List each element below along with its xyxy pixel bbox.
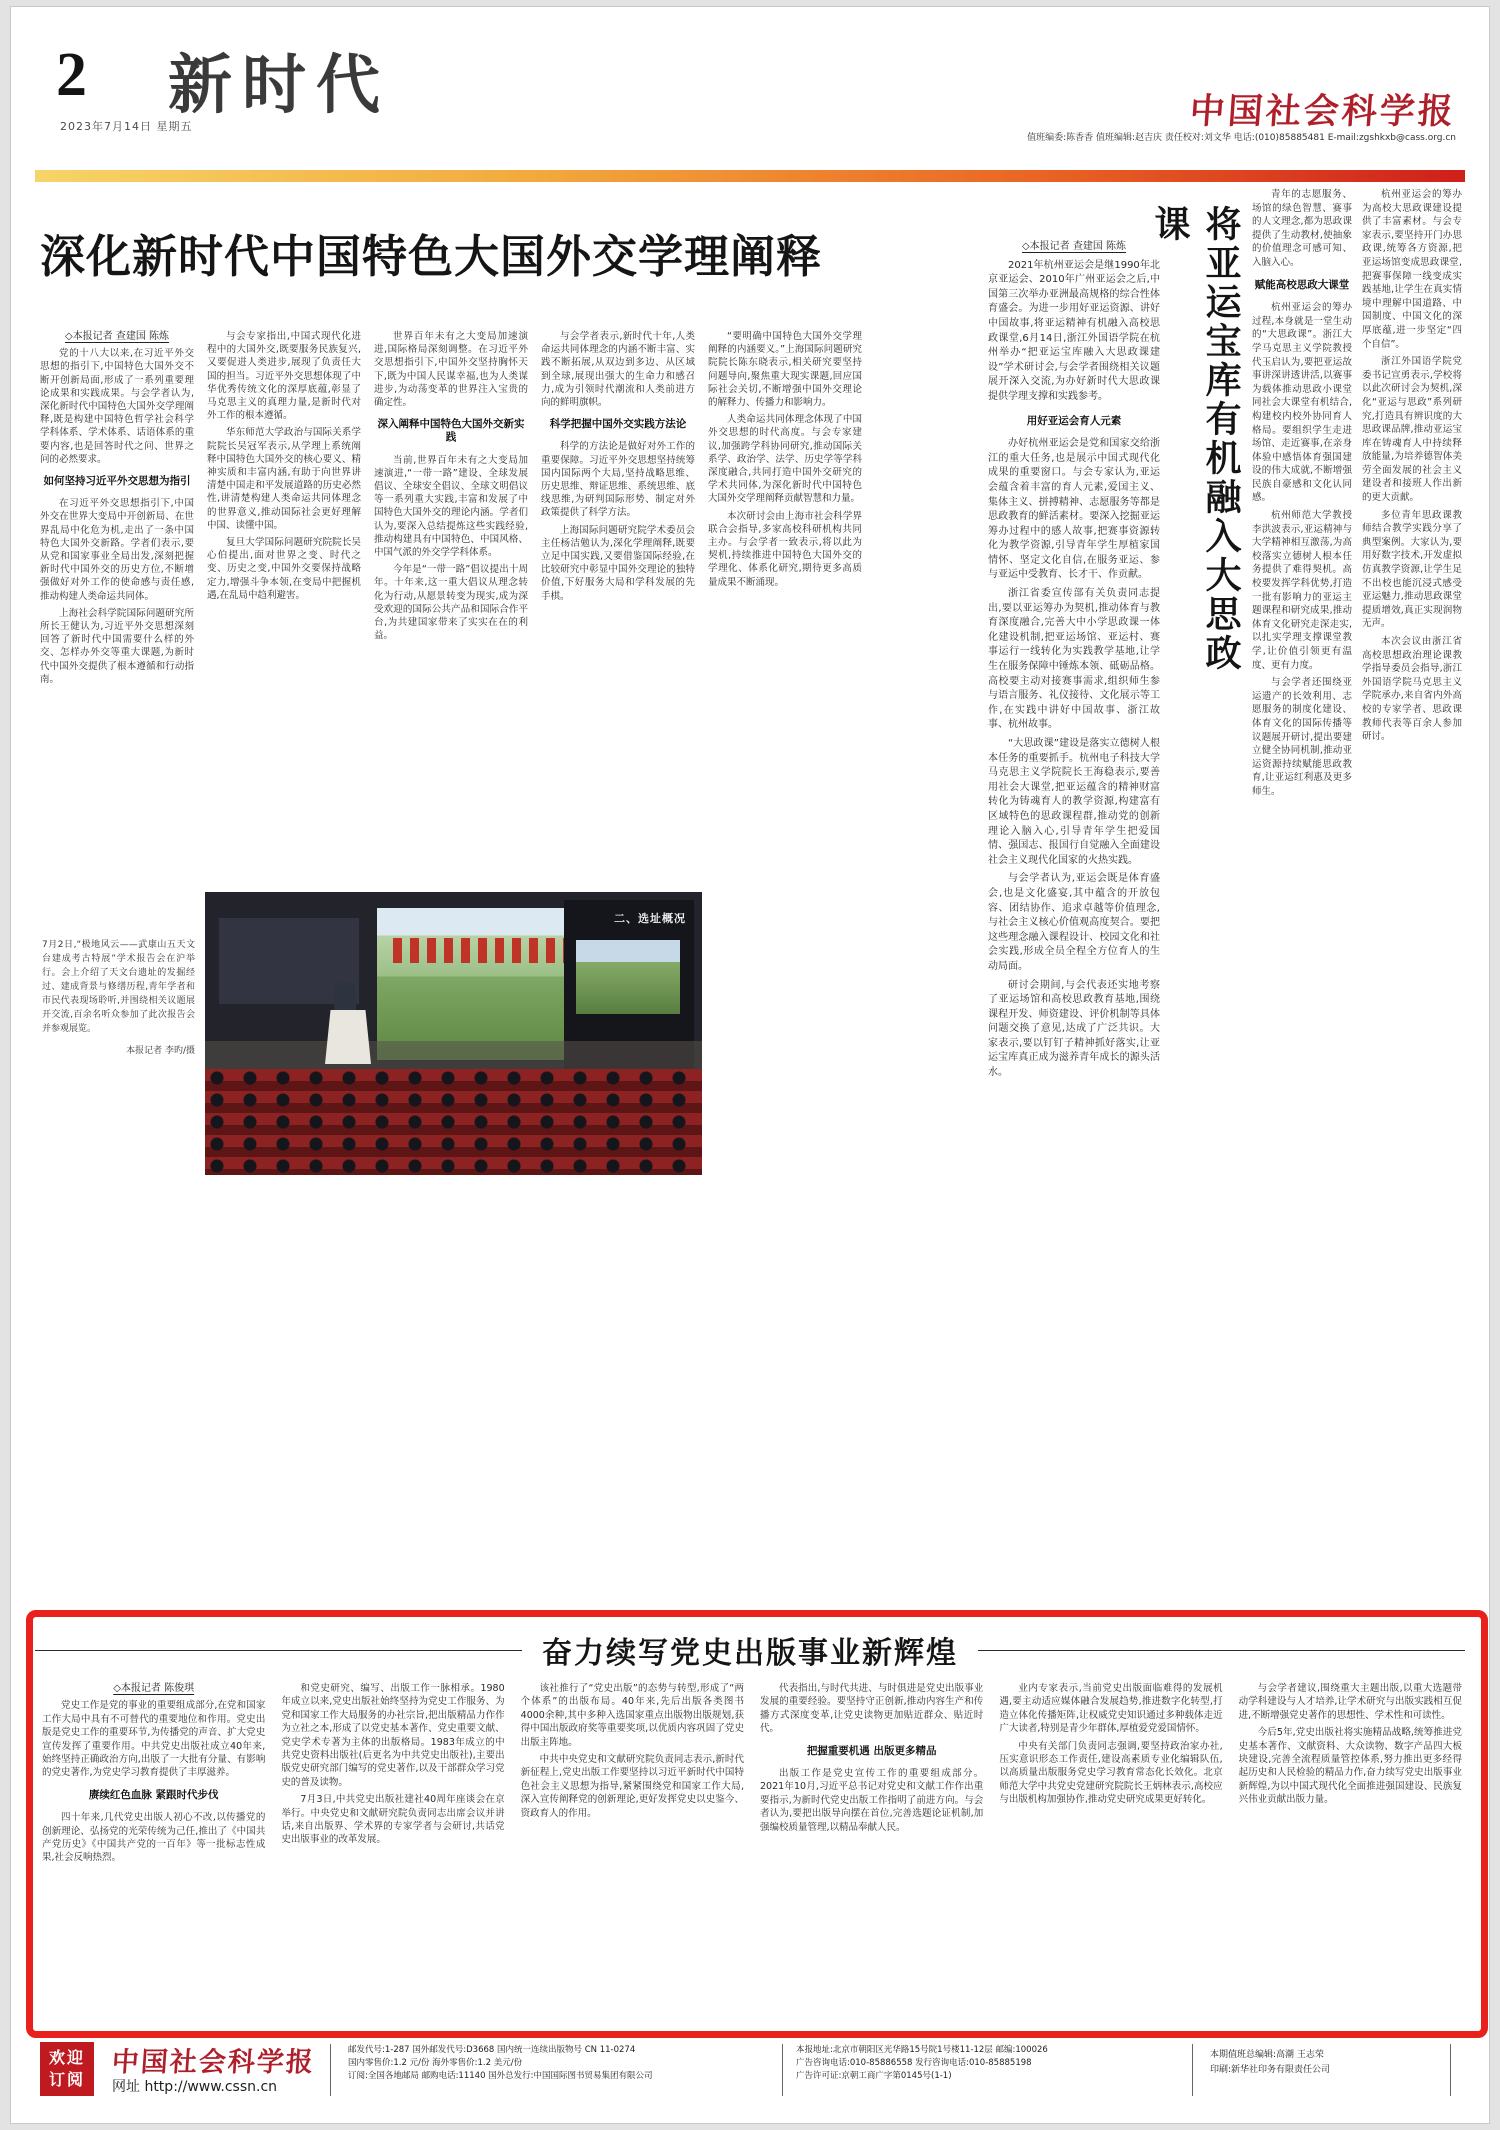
paragraph: 复旦大学国际问题研究院院长吴心伯提出,面对世界之变、时代之变、历史之变,中国外交要保持战略定力,增强斗争本领,在变局中把握机遇,在乱局中趋利避害。: [207, 537, 361, 601]
photo-caption: [42, 938, 195, 1058]
footer-info-line: 订阅:全国各地邮局 邮购电话:11140 国外总发行:中国国际图书贸易集团有限公司: [348, 2071, 653, 2081]
paragraph: 世界百年未有之大变局加速演进,国际格局深刻调整。在习近平外交思想指引下,中国外交坚持胸怀天下,既为中国人民谋幸福,也为人类谋进步,为动荡变革的世界注入宝贵的确定性。: [374, 331, 528, 409]
article-column: [521, 1682, 744, 2014]
footer-contact-info: [796, 2044, 1182, 2083]
footer-brand: 中国社会科学报: [110, 2047, 316, 2078]
article-column: [281, 1682, 504, 2014]
page-number: 2: [56, 41, 87, 109]
footer-info-line: 国内零售价:1.2 元/份 海外零售价:1.2 美元/份: [348, 2058, 523, 2068]
footer-info-line: 印刷:新华社印务有限责任公司: [1210, 2065, 1331, 2075]
asiad-article-vertical-headline: 将亚运宝库有机融入大思政课: [1149, 205, 1241, 673]
paragraph: 今年是“一带一路”倡议提出十周年。十年来,这一重大倡议从理念转化为行动,从愿景转变为现实,成为深受欢迎的国际公共产品和国际合作平台,为共建国家带来了实实在在的利益。: [374, 564, 528, 642]
article-column: [40, 330, 194, 882]
paragraph: 本次会议由浙江省高校思想政治理论课教学指导委员会指导,浙江外国语学院马克思主义学院承办,来自省内外高校的专家学者、思政课教师代表等百余人参加研讨。: [1362, 636, 1462, 743]
paragraph: 中央有关部门负责同志强调,要坚持政治家办社,压实意识形态工作责任,建设高素质专业化编辑队伍,以高质量出版服务党史学习教育常态化长效化。北京师范大学中共党史党建研究院院长王炳林表示,高校应与出版机构加强协作,推动党史研究成果更好转化。: [999, 1740, 1223, 1806]
news-photo: [205, 892, 702, 1175]
footer-info-line: 本期值班总编辑:高潮 王志荣: [1210, 2050, 1324, 2060]
paragraph: 本次研讨会由上海市社会科学界联合会指导,多家高校科研机构共同主办。与会学者一致表示,将以此为契机,持续推进中国特色大国外交的学理化、体系化研究,期待更多高质量成果不断涌现。: [708, 510, 862, 588]
headline-rule-left: [35, 1650, 522, 1651]
bottom-article-columns: [42, 1682, 1462, 2014]
paragraph: 与会学者表示,新时代十年,人类命运共同体理念的内涵不断丰富、实践不断拓展,从双边到多边、从区域到全球,展现出强大的生命力和感召力,成为引领时代潮流和人类前进方向的鲜明旗帜。: [541, 331, 695, 409]
bottom-article-headline: 奋力续写党史出版事业新辉煌: [542, 1636, 958, 1671]
byline: ◇本报记者 陈俊琪: [113, 1683, 195, 1694]
newspaper-masthead: 中国社会科学报: [1188, 91, 1458, 132]
crosshead: 深入阐释中国特色大国外交新实践: [377, 418, 525, 444]
paragraph: 浙江省委宣传部有关负责同志提出,要以亚运筹办为契机,推动体育与教育深度融合,完善大中小学思政课一体化建设机制,把亚运场馆、亚运村、赛事运行一线转化为实践教学基地,让学生在服务保障中锤炼本领、砥砺品格。高校要主动对接赛事需求,组织师生参与语言服务、礼仪接待、文化展示等工作,在实践中讲好中国故事、浙江故事、杭州故事。: [988, 588, 1160, 731]
crosshead: 如何坚持习近平外交思想为指引: [43, 475, 191, 488]
stage-floor: [205, 1041, 702, 1069]
article-column: [541, 330, 695, 882]
asiad-article-column: [1252, 188, 1352, 1656]
byline: ◇本报记者 查建国 陈炼: [64, 331, 170, 342]
caption-text: 7月2日,“极地风云——武康山五天文台建成考古特展”学术报告会在沪举行。会上介绍了天文台遗址的发掘经过、建成背景与修缮历程,青年学者和市民代表现场聆听,并围绕相关议题展开交流,百余名听众参加了此次报告会并参观展览。: [42, 940, 195, 1034]
main-article-headline: 深化新时代中国特色大国外交学理阐释: [40, 230, 823, 283]
main-article-columns: [40, 330, 862, 882]
paragraph: 上海国际问题研究院学术委员会主任杨洁勉认为,深化学理阐释,既要立足中国实践,又要借鉴国际经验,在比较研究中彰显中国外交理论的独特价值,下好服务大局和学科发展的先手棋。: [541, 524, 695, 602]
paragraph: 与会学者认为,亚运会既是体育盛会,也是文化盛宴,其中蕴含的开放包容、团结协作、追求卓越等价值理念,与社会主义核心价值观高度契合。要把这些理念融入课程设计、校园文化和社会实践,形成全员全程全方位育人的生动局面。: [988, 873, 1160, 972]
audience-heads: [205, 1069, 702, 1175]
subscribe-text-line2: 订阅: [48, 2070, 85, 2089]
slide-landscape-image: [576, 940, 680, 1014]
podium: [325, 1010, 371, 1064]
paragraph: 2021年杭州亚运会是继1990年北京亚运会、2010年广州亚运会之后,中国第三次举办亚洲最高规格的综合性体育盛会。为进一步用好亚运资源、讲好中国故事,将亚运精神有机融入高校思政课堂,6月14日,浙江外国语学院在杭州举办“把亚运宝库融入大思政课建设”学术研讨会,与会学者围绕相关议题展开深入交流,为办好新时代大思政课提供学理支撑和实践参考。: [988, 259, 1160, 402]
header-gradient-rule: [35, 170, 1465, 182]
byline: ◇本报记者 查建国 陈炼: [1021, 241, 1127, 252]
paragraph: 和党史研究、编写、出版工作一脉相承。1980年成立以来,党史出版社始终坚持为党史工作服务、为党和国家工作大局服务的办社宗旨,把出版精品力作作为立社之本,形成了以党史基本著作、党史重要文献、党史学术专著为主体的出版格局。1983年成立的中共党史资料出版社(后更名为中共党史出版社),主要出版党史研究部门编写的党史著作,以及干部群众学习党史的普及读物。: [281, 1683, 505, 1788]
article-column: [708, 330, 862, 882]
crosshead: 把握重要机遇 出版更多精品: [806, 1744, 937, 1757]
paragraph: 7月3日,中共党史出版社建社40周年座谈会在京举行。中央党史和文献研究院负责同志出席会议并讲话,来自出版界、学术界的专家学者与会研讨,共话党史出版事业的改革发展。: [281, 1794, 505, 1846]
headline-rule-right: [978, 1650, 1465, 1651]
footer-staff-info: [1210, 2044, 1438, 2078]
article-column: [42, 1682, 265, 2014]
photo-credit: 本报记者 李旳/摄: [126, 1046, 195, 1056]
article-column: [207, 330, 361, 882]
footer-divider: [782, 2044, 783, 2096]
paragraph: 在习近平外交思想指引下,中国外交在世界大变局中开创新局、在世界乱局中化危为机,走出了一条中国特色大国外交新路。学者们表示,要从党和国家事业全局出发,深刻把握新时代中国外交的历史方位,不断增强做好对外工作的使命感与责任感,推动构建人类命运共同体。: [40, 498, 194, 602]
asiad-article-column: [988, 240, 1160, 1656]
paragraph: 浙江外国语学院党委书记宣勇表示,学校将以此次研讨会为契机,深化“亚运与思政”系列研究,打造具有辨识度的大思政课品牌,推动亚运宝库在铸魂育人中持续释放能量,为培养德智体美劳全面发展的社会主义建设者和接班人作出新的更大贡献。: [1362, 356, 1462, 504]
footer-divider: [1450, 2044, 1451, 2096]
bottom-article-header: [35, 1628, 1465, 1672]
paragraph: 党的十八大以来,在习近平外交思想的指引下,中国特色大国外交不断开创新局面,形成了一系列重要理论成果和实践成果。与会学者认为,深化新时代中国特色大国外交学理阐释,既是构建中国特色哲学社会科学学科体系、学术体系、话语体系的重要内容,也是回答时代之问、世界之问的必然要求。: [40, 348, 194, 465]
paragraph: 业内专家表示,当前党史出版面临难得的发展机遇,要主动适应媒体融合发展趋势,推进数字化转型,打造立体化传播矩阵,让权威党史知识通过多种载体走近广大读者,特别是青少年群体,厚植爱党爱国情怀。: [999, 1683, 1223, 1735]
footer-divider: [330, 2044, 331, 2096]
footer-divider: [1192, 2044, 1193, 2096]
footer-info-line: 广告许可证:京朝工商广字第0145号(1-1): [796, 2071, 952, 2081]
crosshead: 用好亚运会育人元素: [1026, 414, 1122, 427]
article-column: [760, 1682, 983, 2014]
crosshead: 赋能高校思政大课堂: [1254, 278, 1350, 291]
paragraph: 四十年来,几代党史出版人初心不改,以传播党的创新理论、弘扬党的光荣传统为己任,推出了《中国共产党历史》《中国共产党的一百年》等一批标志性成果,社会反响热烈。: [42, 1812, 266, 1864]
footer-info-line: 广告咨询电话:010-85886558 发行咨询电话:010-85885198: [796, 2058, 1032, 2068]
paragraph: 该社推行了“党史出版”的态势与转型,形成了“两个体系”的出版布局。40年来,先后出版各类图书4000余种,其中多种入选国家重点出版物出版规划,获得中国出版政府奖等重要奖项,以优质内容巩固了党史出版主阵地。: [520, 1683, 744, 1748]
paragraph: 青年的志愿服务、场馆的绿色智慧、赛事的人文理念,都为思政课提供了生动教材,使抽象的价值理念可感可知、入脑入心。: [1252, 189, 1352, 268]
paragraph: 人类命运共同体理念体现了中国外交思想的时代高度。与会专家建议,加强跨学科协同研究,推动国际关系学、政治学、法学、历史学等学科深度融合,共同打造中国外交研究的学术共同体,为深化新时代中国特色大国外交学理阐释贡献智慧和力量。: [708, 414, 862, 505]
footer-info-line: 本报地址:北京市朝阳区光华路15号院1号楼11-12层 邮编:100026: [796, 2045, 1048, 2055]
website-link[interactable]: 网址 http://www.cssn.cn: [112, 2079, 278, 2095]
subscribe-text-line1: 欢迎: [48, 2048, 85, 2068]
paragraph: 中共中央党史和文献研究院负责同志表示,新时代新征程上,党史出版工作要坚持以习近平新时代中国特色社会主义思想为指导,紧紧围绕党和国家工作大局,深入宣传阐释党的创新理论,更好发挥党史以史鉴今、资政育人的作用。: [520, 1754, 744, 1819]
paragraph: 杭州师范大学教授李洪波表示,亚运精神与大学精神相互激荡,为高校落实立德树人根本任务提供了难得契机。高校要发挥学科优势,打造一批有影响力的亚运主题课程和研究成果,推动体育文化研究走深走实,以扎实学理支撑课堂教学,让价值引领更有温度、更有力度。: [1252, 510, 1352, 671]
site-map-buildings: [393, 938, 564, 962]
paragraph: “要明确中国特色大国外交学理阐释的内涵要义。”上海国际问题研究院院长陈东晓表示,相关研究要坚持问题导向,聚焦重大现实课题,回应国际社会关切,不断增强中国外交理论的解释力、传播力和影响力。: [708, 331, 862, 409]
paragraph: 与会专家指出,中国式现代化进程中的大国外交,既要服务民族复兴,又要促进人类进步,展现了负责任大国的担当。习近平外交思想体现了中华优秀传统文化的深厚底蕴,彰显了马克思主义的真理力量,是新时代对外工作的根本遵循。: [207, 331, 361, 422]
paragraph: 代表指出,与时代共进、与时俱进是党史出版事业发展的重要经验。要坚持守正创新,推动内容生产和传播方式深度变革,让党史读物更加贴近群众、贴近时代。: [759, 1683, 984, 1735]
paragraph: 当前,世界百年未有之大变局加速演进,“一带一路”建设、全球发展倡议、全球安全倡议、全球文明倡议等一系列重大实践,丰富和发展了中国特色大国外交的理论内涵。学者们认为,要深入总结提炼这些实践经验,推动构建具有中国特色、中国风格、中国气派的外交学学科体系。: [374, 454, 528, 559]
masthead-info-line: 值班编委:陈香香 值班编辑:赵吉庆 责任校对:刘文华 电话:(010)85885481 E-mail:zgshkxb@cass.org.cn: [1027, 133, 1456, 143]
paragraph: “大思政课”建设是落实立德树人根本任务的重要抓手。杭州电子科技大学马克思主义学院院长王海稳表示,要善用社会大课堂,把亚运蕴含的精神财富转化为铸魂育人的教学资源,构建富有区域特色的思政课程群,推动党的创新理论入脑入心,引导青年学生把爱国情、强国志、报国行自觉融入全面建设社会主义现代化国家的火热实践。: [988, 738, 1160, 866]
crosshead: 科学把握中国外交实践方法论: [549, 418, 687, 431]
paragraph: 与会学者建议,围绕重大主题出版,以重大选题带动学科建设与人才培养,让学术研究与出版实践相互促进,不断增强党史著作的思想性、学术性和可读性。: [1238, 1683, 1462, 1721]
subscribe-badge: [40, 2042, 94, 2096]
article-column: [999, 1682, 1222, 2014]
paragraph: 今后5年,党史出版社将实施精品战略,统筹推进党史基本著作、文献资料、大众读物、数字产品四大板块建设,完善全流程质量管控体系,努力推出更多经得起历史和人民检验的精品力作,奋力续写党史出版事业新辉煌,为以中国式现代化全面推进强国建设、民族复兴伟业贡献出版力量。: [1238, 1727, 1462, 1806]
paragraph: 华东师范大学政治与国际关系学院院长吴冠军表示,从学理上系统阐释中国特色大国外交的核心要义、精神实质和丰富内涵,有助于向世界讲清楚中国走和平发展道路的历史必然性,讲清楚构建人类命运共同体理念的世界意义,推动国际社会更好理解中国、读懂中国。: [207, 427, 361, 531]
paragraph: 党史工作是党的事业的重要组成部分,在党和国家工作大局中具有不可替代的重要地位和作用。党史出版是党史工作的重要环节,为传播党的声音、扩大党史宣传发挥了重要作用。中共党史出版社成立40年来,始终坚持正确政治方向,出版了一大批有分量、有影响的党史著作,为党史学习教育提供了丰厚滋养。: [42, 1700, 266, 1779]
paragraph: 与会学者还围绕亚运遗产的长效利用、志愿服务的制度化建设、体育文化的国际传播等议题展开研讨,提出要建立健全协同机制,推动亚运资源持续赋能思政教育,让亚运红利惠及更多师生。: [1252, 677, 1352, 797]
presentation-screen: [377, 908, 581, 1060]
footer-publication-info: [348, 2044, 784, 2083]
section-title: 新时代: [168, 48, 390, 123]
paragraph: 科学的方法论是做好对外工作的重要保障。习近平外交思想坚持统筹国内国际两个大局,坚持战略思维、历史思维、辩证思维、系统思维、底线思维,为研判国际形势、制定对外政策提供了科学方法。: [541, 441, 695, 519]
crosshead: 赓续红色血脉 紧跟时代步伐: [88, 1788, 219, 1801]
footer-info-line: 邮发代号:1-287 国外邮发代号:D3668 国内统一连续出版物号 CN 11-0274: [348, 2045, 636, 2055]
article-column: [1239, 1682, 1462, 2014]
paragraph: 研讨会期间,与会代表还实地考察了亚运场馆和高校思政教育基地,围绕课程开发、师资建设、评价机制等具体问题交换了意见,达成了广泛共识。大家表示,要以钉钉子精神抓好落实,让亚运宝库真正成为滋养青年成长的源头活水。: [988, 979, 1160, 1079]
asiad-article-column: [1362, 188, 1462, 1656]
slide-title: 二、选址概况: [614, 912, 686, 925]
paragraph: 办好杭州亚运会是党和国家交给浙江的重大任务,也是展示中国式现代化成果的重要窗口。与会专家认为,亚运会蕴含着丰富的育人元素,爱国主义、集体主义、拼搏精神、志愿服务等都是思政教育的鲜活素材。要深入挖掘亚运筹办过程中的感人故事,把赛事资源转化为教学资源,引导青年学生厚植家国情怀、坚定文化自信,在服务亚运、参与亚运中受教育、长才干、作贡献。: [988, 438, 1160, 581]
article-column: [374, 330, 528, 882]
paragraph: 杭州亚运会的筹办为高校大思政课建设提供了丰富素材。与会专家表示,要坚持开门办思政课,统筹各方资源,把亚运场馆变成思政课堂,把赛事保障一线变成实践基地,让学生在真实情境中理解中国道路、中国制度、中国文化的深厚底蕴,进一步坚定“四个自信”。: [1362, 189, 1462, 350]
paragraph: 出版工作是党史宣传工作的重要组成部分。2021年10月,习近平总书记对党史和文献工作作出重要指示,为新时代党史出版工作指明了前进方向。与会者认为,要把出版导向摆在首位,完善选题论证机制,加强编校质量管理,以精品奉献人民。: [759, 1768, 984, 1833]
paragraph: 上海社会科学院国际问题研究所所长王健认为,习近平外交思想深刻回答了新时代中国需要什么样的外交、怎样办外交等重大课题,为新时代中国外交提供了根本遵循和行动指南。: [40, 607, 194, 685]
paragraph: 多位青年思政课教师结合教学实践分享了典型案例。大家认为,要用好数字技术,开发虚拟仿真教学资源,让学生足不出校也能沉浸式感受亚运魅力,推动思政课堂提质增效,真正实现润物无声。: [1362, 509, 1462, 630]
date-line: 2023年7月14日 星期五: [60, 120, 193, 133]
paragraph: 杭州亚运会的筹办过程,本身就是一堂生动的“大思政课”。浙江大学马克思主义学院教授代玉启认为,要把亚运故事讲深讲透讲活,以赛事为载体推动思政小课堂同社会大课堂有机结合,构建校内校外协同育人格局。要组织学生走进场馆、走近赛事,在亲身体验中感悟体育强国建设的伟大成就,不断增强民族自豪感和文化认同感。: [1252, 302, 1352, 504]
